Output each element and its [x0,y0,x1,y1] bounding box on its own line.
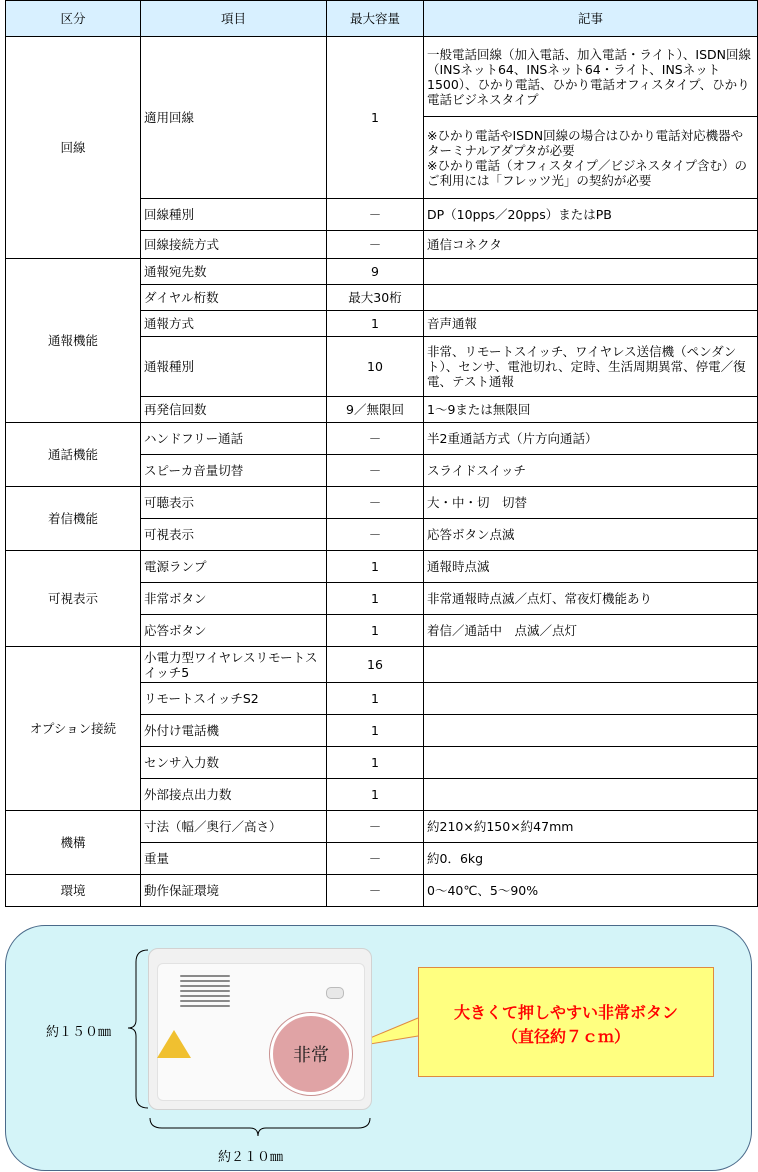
item-cell: 回線種別 [141,199,327,231]
table-row [6,647,758,683]
capacity-cell: 9 [327,259,424,285]
header-notes: 記事 [424,1,758,37]
item-cell: 動作保証環境 [141,875,327,907]
note-cell: 音声通報 [424,311,758,337]
note-cell: 着信／通話中 点滅／点灯 [424,615,758,647]
table-row [6,875,758,907]
note-cell: 0～40℃、5～90% [424,875,758,907]
capacity-cell: － [327,843,424,875]
table-row [6,487,758,519]
note-cell [424,285,758,311]
item-cell: 再発信回数 [141,397,327,423]
item-cell: 寸法（幅／奥行／高さ） [141,811,327,843]
item-cell: 小電力型ワイヤレスリモートスイッチ5 [141,647,327,683]
header-capacity: 最大容量 [327,1,424,37]
item-cell: 通報種別 [141,337,327,397]
note-cell: 半2重通話方式（片方向通話） [424,423,758,455]
item-cell: ダイヤル桁数 [141,285,327,311]
note-cell [424,259,758,285]
note-cell [424,647,758,683]
category-cell: オプション接続 [6,647,141,811]
capacity-cell: － [327,231,424,259]
item-cell: リモートスイッチS2 [141,683,327,715]
note-cell: 大・中・切 切替 [424,487,758,519]
capacity-cell: 10 [327,337,424,397]
capacity-cell: 1 [327,37,424,199]
item-cell: 通報方式 [141,311,327,337]
item-cell: 応答ボタン [141,615,327,647]
category-cell: 着信機能 [6,487,141,551]
item-cell: 通報宛先数 [141,259,327,285]
capacity-cell: － [327,487,424,519]
table-row [6,37,758,117]
item-cell: 重量 [141,843,327,875]
emergency-button-callout [418,967,714,1077]
item-cell: 電源ランプ [141,551,327,583]
item-cell: 外部接点出力数 [141,779,327,811]
table-row [6,423,758,455]
note-cell: スライドスイッチ [424,455,758,487]
table-row [6,259,758,285]
capacity-cell: 1 [327,551,424,583]
note-cell: 通信コネクタ [424,231,758,259]
capacity-cell: 1 [327,683,424,715]
note-cell: 約210×約150×約47mm [424,811,758,843]
capacity-cell: 1 [327,615,424,647]
note-cell: 非常通報時点滅／点灯、常夜灯機能あり [424,583,758,615]
header-category: 区分 [6,1,141,37]
category-cell: 環境 [6,875,141,907]
capacity-cell: 1 [327,583,424,615]
callout-line-2: （直径約７ｃｍ） [501,1027,630,1046]
capacity-cell: 最大30桁 [327,285,424,311]
capacity-cell: － [327,519,424,551]
width-dimension-label: 約２１０㎜ [218,1150,284,1165]
capacity-cell: － [327,199,424,231]
note-cell: DP（10pps／20pps）またはPB [424,199,758,231]
speaker-grille [180,975,230,1005]
spec-table [5,0,758,907]
item-cell: 非常ボタン [141,583,327,615]
note-cell: ※ひかり電話やISDN回線の場合はひかり電話対応機器やターミナルアダプタが必要 ※ひかり電話（オフィスタイプ／ビジネスタイプ含む）のご利用には「フレッツ光」の契約が必要 [424,117,758,199]
item-cell: スピーカ音量切替 [141,455,327,487]
capacity-cell: － [327,455,424,487]
capacity-cell: － [327,875,424,907]
note-cell: 一般電話回線（加入電話、加入電話・ライト）、ISDN回線（INSネット64、INSネット64・ライト、INSネット1500）、ひかり電話、ひかり電話オフィスタイプ、ひかり電話ビジネスタイプ [424,37,758,117]
note-cell [424,747,758,779]
table-row [6,811,758,843]
category-cell: 回線 [6,37,141,259]
capacity-cell: － [327,811,424,843]
item-cell: 外付け電話機 [141,715,327,747]
table-row [6,551,758,583]
note-cell [424,715,758,747]
item-cell: ハンドフリー通話 [141,423,327,455]
category-cell: 通話機能 [6,423,141,487]
capacity-cell: 1 [327,311,424,337]
item-cell: 可視表示 [141,519,327,551]
item-cell: 可聴表示 [141,487,327,519]
capacity-cell: 9／無限回 [327,397,424,423]
item-cell: 適用回線 [141,37,327,199]
callout-line-1: 大きくて押しやすい非常ボタン [453,1003,678,1022]
note-cell: 通報時点滅 [424,551,758,583]
category-cell: 通報機能 [6,259,141,423]
note-cell: 1～9または無限回 [424,397,758,423]
capacity-cell: 1 [327,747,424,779]
height-dimension-label: 約１５０㎜ [46,1025,112,1040]
capacity-cell: 16 [327,647,424,683]
category-cell: 機構 [6,811,141,875]
table-header-row [6,1,758,37]
item-cell: センサ入力数 [141,747,327,779]
capacity-cell: － [327,423,424,455]
answer-button [326,987,344,999]
note-cell [424,779,758,811]
item-cell: 回線接続方式 [141,231,327,259]
capacity-cell: 1 [327,715,424,747]
emergency-button: 非常 [270,1013,352,1095]
note-cell [424,683,758,715]
capacity-cell: 1 [327,779,424,811]
warning-icon [157,1030,191,1058]
note-cell: 約0．6kg [424,843,758,875]
note-cell: 応答ボタン点滅 [424,519,758,551]
category-cell: 可視表示 [6,551,141,647]
header-item: 項目 [141,1,327,37]
note-cell: 非常、リモートスイッチ、ワイヤレス送信機（ペンダント）、センサ、電池切れ、定時、生活周期異常、停電／復電、テスト通報 [424,337,758,397]
